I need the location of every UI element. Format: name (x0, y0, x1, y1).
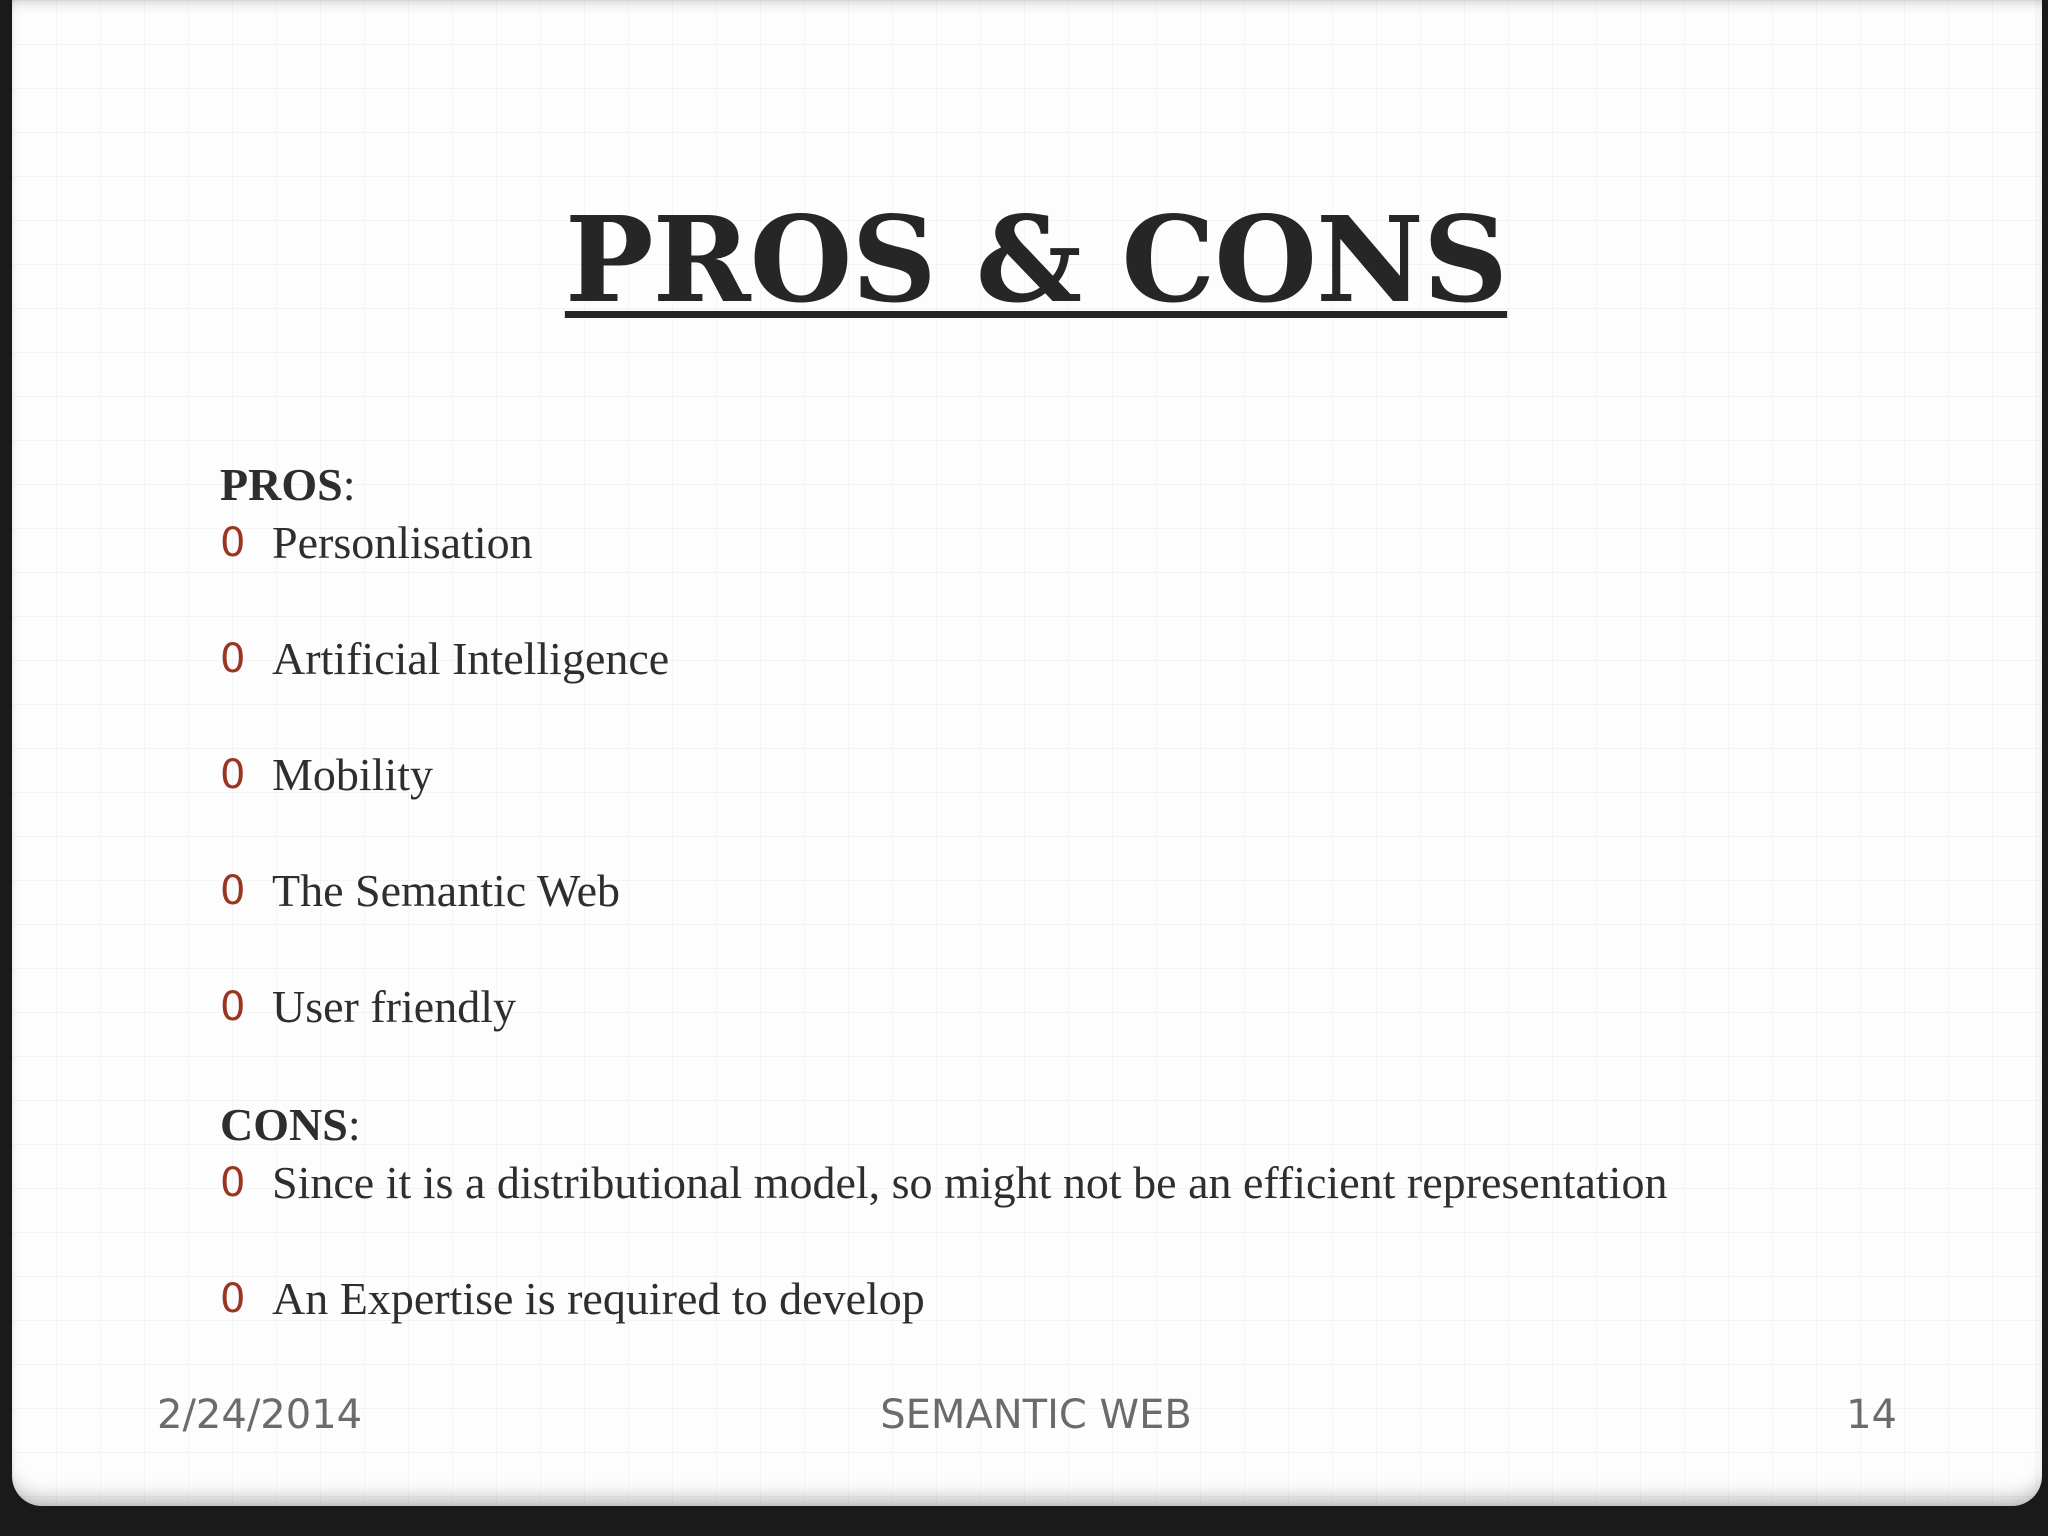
cons-item-2 (220, 1271, 1880, 1327)
slide (12, 0, 2042, 1506)
bullet-icon: 0 (220, 520, 246, 566)
pros-item-text: Personlisation (272, 517, 533, 568)
pros-heading-colon: : (342, 459, 356, 510)
pros-item-text: Artificial Intelligence (272, 633, 670, 684)
pros-heading-label: PROS (220, 459, 343, 510)
pros-item-4 (220, 863, 1880, 919)
cons-item-text: Since it is a distributional model, so might not be an efficient representation (272, 1157, 1668, 1208)
pros-item-1 (220, 515, 1880, 571)
slide-body (220, 455, 1880, 1327)
cons-item-1 (220, 1155, 1880, 1211)
pros-item-text: User friendly (272, 981, 516, 1032)
slide-title (12, 190, 2042, 330)
pros-item-text: Mobility (272, 749, 434, 800)
cons-heading-label: CONS (220, 1099, 348, 1150)
pros-item-2 (220, 631, 1880, 687)
pros-item-text: The Semantic Web (272, 865, 621, 916)
bullet-icon: 0 (220, 1160, 246, 1206)
pros-item-5 (220, 979, 1880, 1035)
bullet-icon: 0 (220, 868, 246, 914)
cons-item-text: An Expertise is required to develop (272, 1273, 925, 1324)
cons-heading (220, 1095, 1880, 1155)
bullet-icon: 0 (220, 752, 246, 798)
pros-item-3 (220, 747, 1880, 803)
footer-date: 2/24/2014 (157, 1392, 363, 1438)
footer-title: SEMANTIC WEB (880, 1392, 1192, 1438)
footer-page-number: 14 (1846, 1392, 1897, 1438)
cons-heading-colon: : (347, 1099, 361, 1150)
bullet-icon: 0 (220, 636, 246, 682)
bullet-icon: 0 (220, 1276, 246, 1322)
slide-title-text: PROS & CONS (564, 190, 1508, 329)
pros-heading (220, 455, 1880, 515)
bullet-icon: 0 (220, 984, 246, 1030)
